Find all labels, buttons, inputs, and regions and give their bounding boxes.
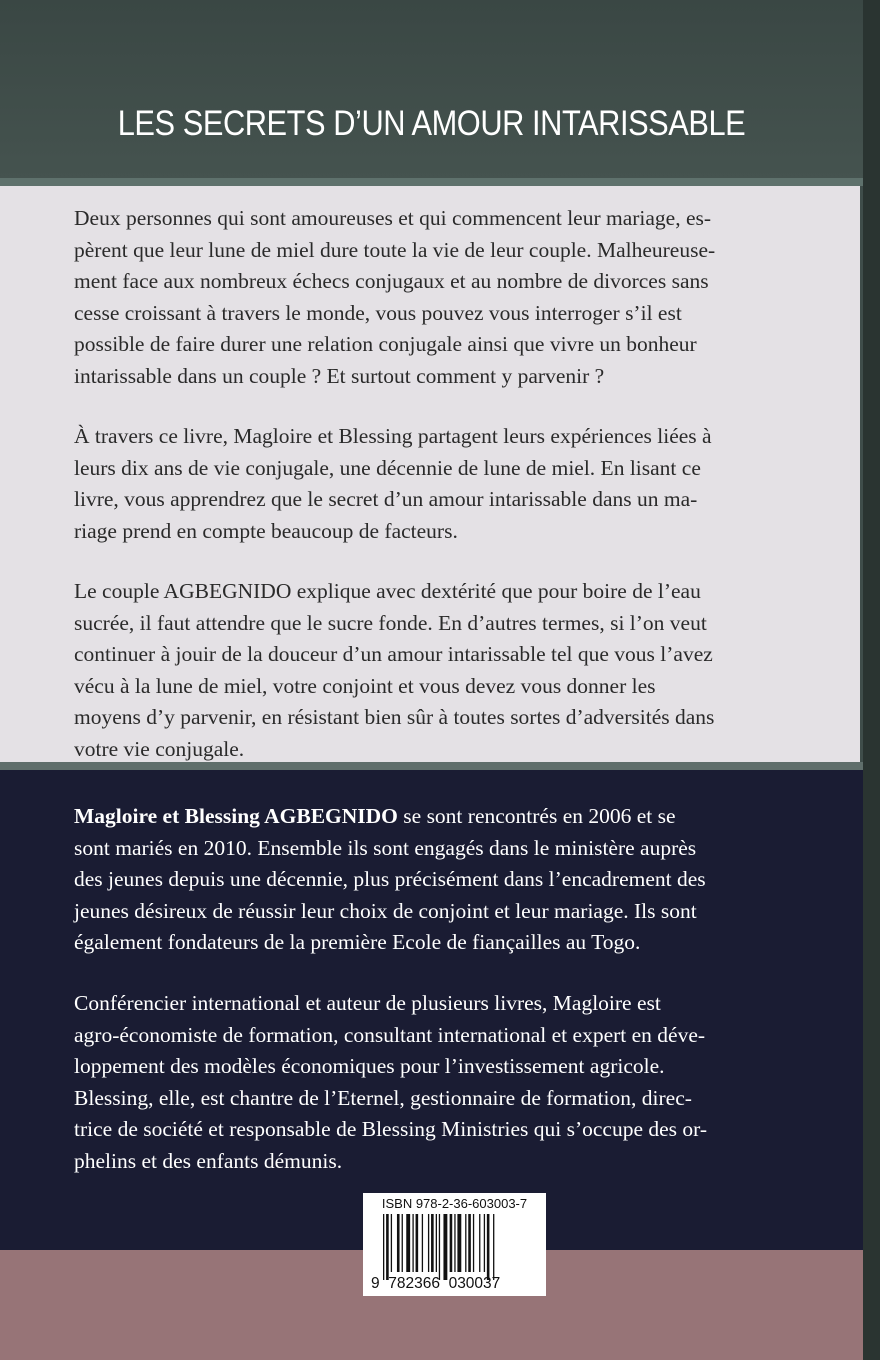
text-line: livre, vous apprendrez que le secret d’un amour intarissable dans un ma- [74,487,698,511]
barcode-bar [431,1214,434,1272]
barcode-bar [450,1214,453,1272]
text-line: sucrée, il faut attendre que le sucre fonde. En d’autres termes, si l’on veut [74,610,707,635]
text-line: riage prend en compte beaucoup de facteurs. [74,518,458,543]
barcode-bar [493,1214,494,1280]
text-line: loppement des modèles économiques pour l’investissement agricole. [74,1054,665,1078]
text-line: phelins et des enfants démunis. [74,1148,343,1173]
barcode-bar [457,1214,461,1272]
text-line: Le couple AGBEGNIDO explique avec dextérité que pour boire de l’eau [74,579,701,603]
barcode-bar [402,1214,403,1272]
barcode-digits: 9 782366 030037 [371,1275,501,1292]
text-line: également fondateurs de la première Ecole de fiançailles au Togo. [74,930,641,954]
summary-paragraph-2 [74,421,794,547]
isbn-barcode [363,1193,546,1296]
text-line: agro-économiste de formation, consultant international et expert en déve- [74,1022,706,1047]
top-band [0,0,863,180]
text-line: sont mariés en 2010. Ensemble ils sont engagés dans le ministère auprès [74,835,697,860]
text-line: ment face aux nombreux échecs conjugaux et au nombre de divorces sans [74,269,709,293]
divider [0,178,863,186]
spine-edge [863,0,880,1360]
text-line: continuer à jouir de la douceur d’un amour intarissable tel que vous l’avez [74,642,713,666]
barcode-bar [412,1214,413,1272]
barcode-bar [436,1214,437,1272]
barcode-bar [397,1214,400,1272]
barcode-bar [428,1214,429,1272]
barcode-bar [391,1214,392,1272]
author-names: Magloire et Blessing AGBEGNIDO [74,804,398,828]
bio-paragraph-2 [74,988,794,1177]
text-line: votre vie conjugale. [74,736,245,761]
text-line: À travers ce livre, Magloire et Blessing partagent leurs expériences liées à [74,424,712,448]
barcode-bar [484,1214,485,1272]
text-line: pèrent que leur lune de miel dure toute la vie de leur couple. Malheureuse- [74,237,716,262]
summary-paragraph-1 [74,203,794,392]
isbn-label: ISBN 978-2-36-603003-7 [381,1196,528,1211]
text-line: trice de société et responsable de Blessing Ministries qui s’occupe des or- [74,1117,708,1141]
barcode-bar [487,1214,490,1280]
text-line: leurs dix ans de vie conjugale, une décennie de lune de miel. En lisant ce [74,455,701,480]
text-line: Blessing, elle, est chantre de l’Eternel, gestionnaire de formation, direc- [74,1085,692,1110]
barcode-bar [416,1214,419,1272]
text-line: vécu à la lune de miel, votre conjoint et vous devez vous donner les [74,673,656,698]
text-line: Conférencier international et auteur de plusieurs livres, Magloire est [74,991,661,1015]
barcode-bar [479,1214,480,1272]
barcode-bar [465,1214,466,1272]
barcode-bar [473,1214,474,1272]
barcode-bar [422,1214,423,1272]
barcode-bar [406,1214,410,1272]
text-span: se sont rencontrés en 2006 et se [397,804,676,828]
text-line [74,801,794,833]
barcode-bar [439,1214,440,1280]
barcode-bar [383,1214,384,1280]
text-line: Deux personnes qui sont amoureuses et qui commencent leur mariage, es- [74,206,712,230]
barcode-bars [383,1214,533,1280]
text-line: moyens d’y parvenir, en résistant bien sûr à toutes sortes d’adversités dans [74,705,715,729]
barcode-bar [443,1214,447,1280]
book-title: LES SECRETS D’UN AMOUR INTARISSABLE [117,104,746,143]
text-line: jeunes désireux de réussir leur choix de conjoint et leur mariage. Ils sont [74,898,697,923]
barcode-bar [386,1214,389,1280]
bio-paragraph-1 [74,801,794,959]
summary-paragraph-3 [74,576,794,765]
text-line: cesse croissant à travers le monde, vous pouvez vous interroger s’il est [74,300,682,325]
barcode-bar [454,1214,455,1272]
text-line: intarissable dans un couple ? Et surtout comment y parvenir ? [74,363,605,388]
barcode-bar [468,1214,471,1272]
text-line: possible de faire durer une relation conjugale ainsi que vivre un bonheur [74,332,697,356]
text-line: des jeunes depuis une décennie, plus précisément dans l’encadrement des [74,867,706,891]
